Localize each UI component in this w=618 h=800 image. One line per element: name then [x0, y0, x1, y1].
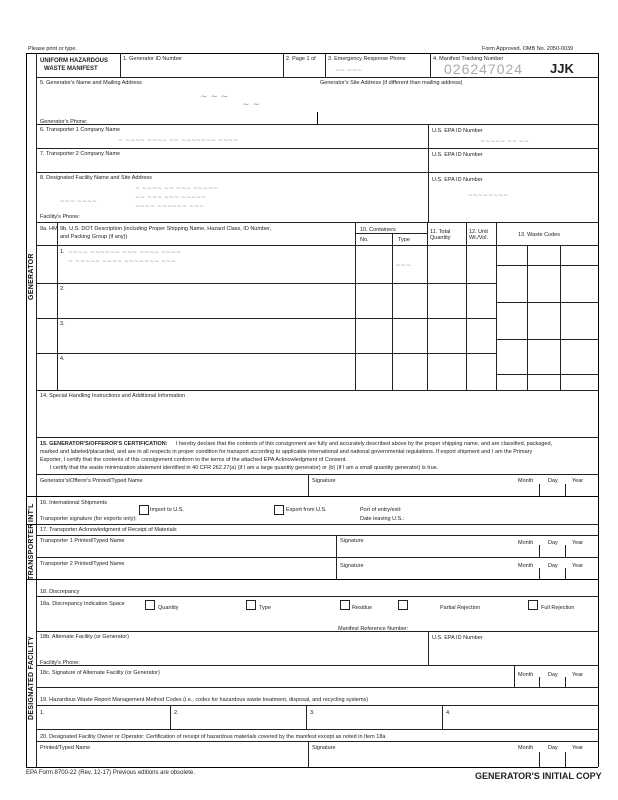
divider: [496, 222, 497, 390]
frame-right: [598, 53, 599, 767]
divider: [428, 631, 429, 665]
field-18b-epa-label: U.S. EPA ID Number: [432, 635, 483, 641]
import-checkbox[interactable]: [139, 505, 149, 515]
alt-month: Month: [518, 672, 534, 678]
divider: [36, 245, 598, 246]
handwriting: ~ ~~~~ ~~~~ ~~ ~~~~~~~ ~~~~: [118, 137, 239, 144]
divider: [36, 318, 496, 319]
divider: [496, 374, 598, 375]
handwriting: ∼ ∼: [242, 100, 260, 110]
field-4-label: 4. Manifest Tracking Number: [433, 56, 504, 62]
divider: [36, 283, 496, 284]
field-5-label: 5. Generator's Name and Mailing Address: [40, 80, 142, 86]
gen-year: Year: [572, 478, 584, 484]
footer-form-number: EPA Form 8700-22 (Rev. 12-17) Previous editions are obsolete.: [26, 770, 195, 776]
form-title-2: WASTE MANIFEST: [44, 66, 98, 72]
gen-month: Month: [518, 478, 534, 484]
divider: [355, 233, 427, 234]
side-label-generator: GENERATOR: [28, 253, 35, 300]
divider: [36, 390, 598, 391]
divider: [565, 484, 566, 496]
divider: [36, 172, 598, 173]
divider: [466, 222, 467, 390]
handwriting: ~~~~ ~~~~~~ ~~~: [135, 203, 205, 210]
divider: [36, 631, 598, 632]
field-18a-label: 18a. Discrepancy Indication Space: [40, 601, 125, 607]
divider: [26, 496, 598, 497]
type-checkbox[interactable]: [246, 600, 256, 610]
field-18-label: 18. Discrepancy: [40, 589, 80, 595]
divider: [36, 557, 598, 558]
print-note: Please print or type.: [28, 46, 77, 52]
field-18c-label: 18c. Signature of Alternate Facility (or Generator): [40, 670, 160, 676]
divider: [428, 124, 429, 222]
handwriting: ~~~: [396, 262, 412, 269]
trans1-day: Day: [548, 540, 558, 546]
divider: [36, 353, 496, 354]
trans1-signature-label: Signature: [340, 538, 364, 544]
divider: [336, 557, 337, 579]
omb-approval: Form Approved. OMB No. 2050-0039: [482, 46, 574, 52]
divider: [539, 484, 540, 496]
divider: [514, 665, 515, 687]
field-8-label: 8. Designated Facility Name and Site Address: [40, 175, 152, 181]
field-14-label: 14. Special Handling Instructions and Additional Information: [40, 393, 186, 399]
tracking-number: 026247024: [444, 61, 524, 77]
handwriting: ~ ~~~~~ ~~~~ ~~~~~~~ ~~~: [68, 258, 177, 265]
facility-month: Month: [518, 745, 534, 751]
tracking-suffix: JJK: [550, 61, 574, 76]
divider: [57, 222, 58, 390]
mgmt-code-4: 4.: [446, 710, 451, 716]
field-15-text-3: Exporter, I certify that the contents of this consignment conform to the terms of the attached EPA Acknowledgment of Consent.: [40, 457, 347, 463]
divider: [283, 53, 284, 77]
divider: [120, 53, 121, 77]
side-label-facility: DESIGNATED FACILITY: [28, 635, 35, 720]
divider: [36, 222, 598, 223]
divider: [496, 302, 598, 303]
alt-year: Year: [572, 672, 584, 678]
alt-day: Day: [548, 672, 558, 678]
row-3: 3.: [60, 321, 65, 327]
handwriting: ~~~~~ ~~ ~~: [480, 138, 530, 145]
field-15-text-2: marked and labeled/placarded, and are in all respects in proper condition for transport according to applicable international and national governmental regulations. If export shipment and I am the Primary: [40, 449, 533, 455]
trans2-day: Day: [548, 563, 558, 569]
frame-left: [26, 53, 27, 767]
row-4: 4.: [60, 356, 65, 362]
divider: [36, 474, 598, 475]
footer-copy-label: GENERATOR'S INITIAL COPY: [475, 771, 602, 781]
facility-phone-2-label: Facility's Phone:: [40, 660, 80, 666]
facility-year: Year: [572, 745, 584, 751]
mgmt-code-3: 3.: [310, 710, 315, 716]
mgmt-code-1: 1.: [40, 710, 45, 716]
trans2-name-label: Transporter 2 Printed/Typed Name: [40, 561, 125, 567]
divider: [36, 596, 598, 597]
facility-printed-name-label: Printed/Typed Name: [40, 745, 91, 751]
import-label: Import to U.S.: [150, 507, 184, 513]
port-entry-label: Port of entry/exit:: [360, 507, 402, 513]
generator-phone-label: Generator's Phone:: [40, 119, 88, 125]
divider: [170, 705, 171, 729]
side-strip-line: [36, 53, 37, 767]
field-17-label: 17. Transporter Acknowledgment of Receipt of Materials: [40, 527, 177, 533]
col-10: 10. Containers: [360, 227, 396, 233]
divider: [560, 245, 561, 390]
divider: [306, 705, 307, 729]
divider: [317, 112, 318, 124]
divider: [539, 545, 540, 557]
divider: [36, 77, 598, 78]
field-6-label: 6. Transporter 1 Company Name: [40, 127, 121, 133]
divider: [36, 705, 598, 706]
divider: [36, 729, 598, 730]
divider: [565, 568, 566, 579]
handwriting: ~~~ ~~~~: [60, 198, 98, 205]
partial-rejection-label: Partial Rejection: [440, 605, 481, 611]
row-2: 2.: [60, 286, 65, 292]
residue-label: Residue: [352, 605, 373, 611]
col-type: Type: [398, 237, 410, 243]
date-leaving-label: Date leaving U.S.:: [360, 516, 405, 522]
row-1: 1.: [60, 249, 65, 255]
divider: [325, 53, 326, 77]
field-19-label: 19. Hazardous Waste Report Management Method Codes (i.e., codes for hazardous waste treatment, disposal, and recycling systems): [40, 697, 369, 703]
divider: [427, 222, 428, 390]
gen-name-label: Generator's/Offeror's Printed/Typed Name: [40, 478, 143, 484]
divider: [527, 245, 528, 390]
divider: [26, 579, 598, 580]
divider: [539, 677, 540, 687]
side-label-intl: INT'L: [28, 503, 35, 522]
trans1-year: Year: [572, 540, 584, 546]
col-9a: 9a. HM: [40, 226, 58, 232]
facility-day: Day: [548, 745, 558, 751]
field-6-epa-label: U.S. EPA ID Number: [432, 128, 483, 134]
divider: [355, 222, 356, 390]
divider: [308, 474, 309, 496]
field-8-epa-label: U.S. EPA ID Number: [432, 177, 483, 183]
field-5-site-label: Generator's Site Address (if different than mailing address): [320, 80, 463, 86]
divider: [430, 53, 431, 77]
divider: [36, 741, 598, 742]
full-rejection-checkbox[interactable]: [528, 600, 538, 610]
field-20-label: 20. Designated Facility Owner or Operator: Certification of receipt of hazardous materials covered by the manifest except as noted in Item 18a: [40, 734, 386, 740]
type-label: Type: [259, 605, 271, 611]
form-title-1: UNIFORM HAZARDOUS: [40, 58, 108, 64]
export-label: Export from U.S.: [286, 507, 327, 513]
divider: [392, 233, 393, 390]
divider: [539, 568, 540, 579]
divider: [36, 524, 598, 525]
field-15-text-1: I hereby declare that the contents of this consignment are fully and accurately described above by the proper shipping name, and are classified, packaged,: [176, 441, 553, 447]
field-15-text-4: I certify that the waste minimization statement identified in 40 CFR 262.27(a) (if I am a large quantity generator) or (b) (if I am a small quantity generator) is true.: [50, 465, 439, 471]
col-no: No.: [360, 237, 369, 243]
divider: [496, 339, 598, 340]
full-rejection-label: Full Rejection: [541, 605, 575, 611]
handwriting: ~ ~ ~: [200, 92, 229, 102]
gen-signature-label: Signature: [312, 478, 336, 484]
col-11: 11. Total Quantity: [430, 229, 451, 241]
divider: [36, 124, 598, 125]
field-1-label: 1. Generator ID Number: [123, 56, 182, 62]
facility-phone-label: Facility's Phone:: [40, 214, 80, 220]
handwriting: ~~~~~~~~: [468, 192, 509, 199]
divider: [539, 752, 540, 767]
trans2-year: Year: [572, 563, 584, 569]
quantity-label: Quantity: [158, 605, 179, 611]
field-7-epa-label: U.S. EPA ID Number: [432, 152, 483, 158]
divider: [36, 148, 598, 149]
handwriting: ~~ ~~~ ~~~ ~~~~~: [135, 194, 207, 201]
gen-day: Day: [548, 478, 558, 484]
field-15-head: 15. GENERATOR'S/OFFEROR'S CERTIFICATION:: [40, 441, 168, 447]
col-13: 13. Waste Codes: [518, 232, 560, 238]
trans2-month: Month: [518, 563, 534, 569]
mgmt-code-2: 2.: [174, 710, 179, 716]
field-16-label: 16. International Shipments: [40, 500, 107, 506]
divider: [565, 677, 566, 687]
divider: [36, 687, 598, 688]
quantity-checkbox[interactable]: [145, 600, 155, 610]
divider: [565, 752, 566, 767]
trans1-name-label: Transporter 1 Printed/Typed Name: [40, 538, 125, 544]
side-label-transporter: TRANSPORTER: [28, 523, 35, 580]
col-12: 12. Unit Wt./Vol.: [469, 229, 488, 241]
divider: [442, 705, 443, 729]
export-checkbox[interactable]: [274, 505, 284, 515]
partial-rejection-checkbox[interactable]: [398, 600, 408, 610]
divider: [565, 545, 566, 557]
trans1-month: Month: [518, 540, 534, 546]
residue-checkbox[interactable]: [340, 600, 350, 610]
field-18b-label: 18b. Alternate Facility (or Generator): [40, 634, 129, 640]
handwriting: ~ ~~~~ ~~ ~~~ ~~~~~: [135, 185, 219, 192]
trans-sig-exports-label: Transporter signature (for exports only):: [40, 516, 137, 522]
divider: [336, 535, 337, 557]
field-2-label: 2. Page 1 of: [286, 56, 316, 62]
frame-top: [26, 53, 598, 54]
divider: [36, 437, 598, 438]
field-3-label: 3. Emergency Response Phone: [328, 56, 406, 62]
col-9b-2: and Packing Group (if any)): [60, 234, 128, 240]
divider: [36, 535, 598, 536]
facility-signature-label: Signature: [312, 745, 336, 751]
trans2-signature-label: Signature: [340, 563, 364, 569]
divider: [308, 741, 309, 767]
manifest-ref-label: Manifest Reference Number:: [338, 626, 409, 632]
divider: [496, 265, 598, 266]
handwriting: ~~~~ ~~~~~~ ~~~ ~~~~ ~~~~: [68, 249, 182, 256]
col-9b: 9b. U.S. DOT Description (including Proper Shipping Name, Hazard Class, ID Number,: [60, 226, 272, 232]
frame-bottom: [26, 767, 598, 768]
field-7-label: 7. Transporter 2 Company Name: [40, 151, 121, 157]
handwriting: ~~ ~~~: [335, 67, 363, 74]
